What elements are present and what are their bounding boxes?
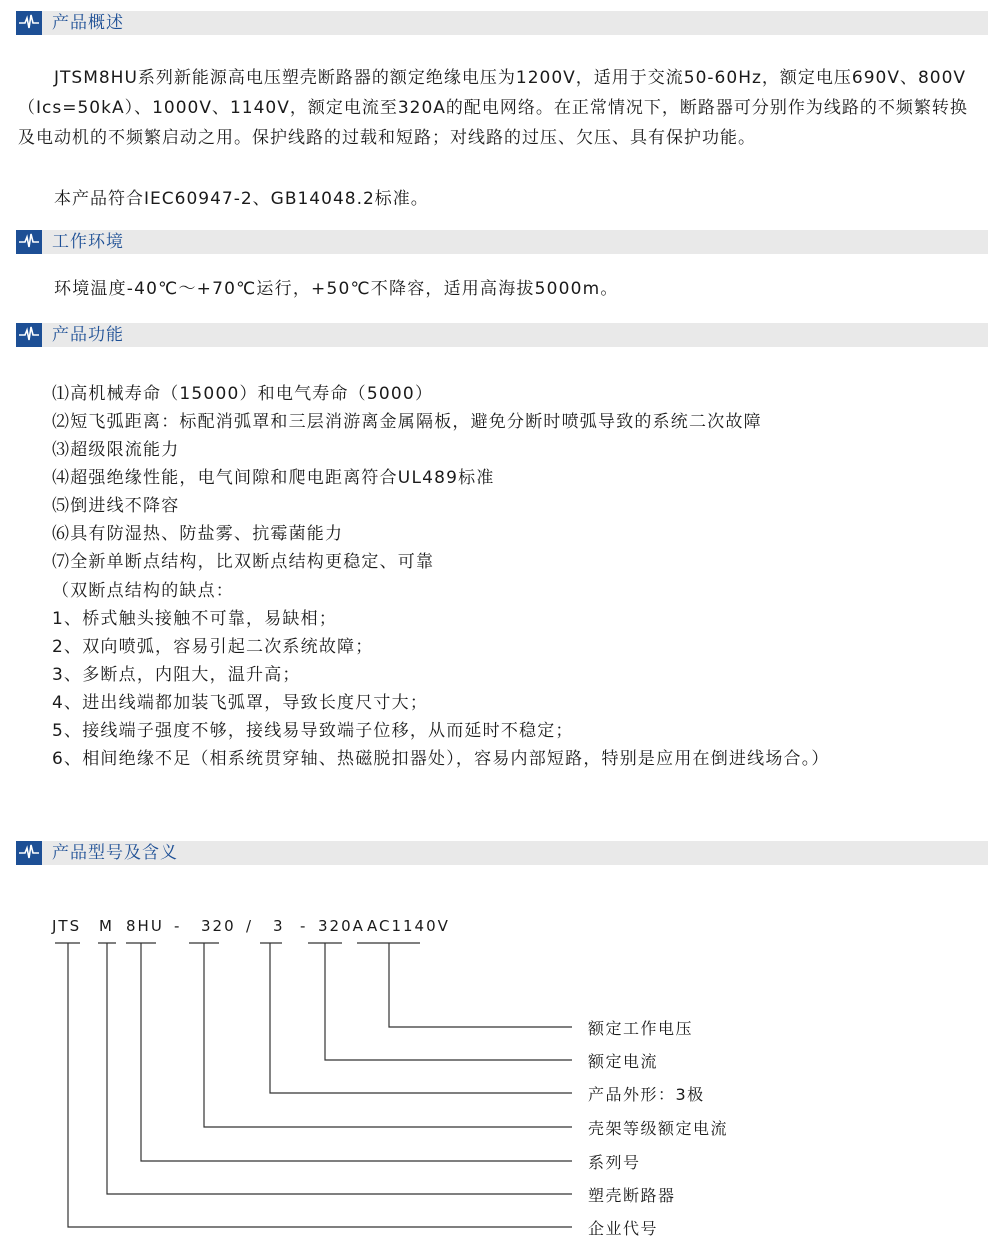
code-part-slash: / [246,917,254,935]
meaning-breaker-type: 塑壳断路器 [588,1186,676,1205]
code-part-company: JTS [52,917,82,935]
code-part-voltage: AC1140V [367,917,450,935]
drawback-item-3: 3、多断点，内阻大，温升高； [52,665,301,685]
function-item-7: ⑺全新单断点结构，比双断点结构更稳定、可靠 [52,552,435,572]
overview-paragraph: JTSM8HU系列新能源高电压塑壳断路器的额定绝缘电压为1200V，适用于交流50-60Hz，额定电压690V、800V（Ics=50kA）、1000V、1140V，额定电流至320A的配电网络。在正常情况下，断路器可分别作为线路的不频繁转换及电动机的不频繁启动之用。保护线路的过载和短路；对线路的过压、欠压、具有保护功能。 [18,68,968,148]
function-item-5: ⑸倒进线不降容 [52,496,180,516]
code-part-dash-2: - [300,917,308,935]
meaning-frame-current: 壳架等级额定电流 [588,1119,729,1138]
function-item-3: ⑶超级限流能力 [52,440,180,460]
code-part-series: 8HU [126,917,164,935]
section-title-model: 产品型号及含义 [52,843,178,863]
meaning-rated-voltage: 额定工作电压 [588,1019,694,1038]
drawback-item-5: 5、接线端子强度不够，接线易导致端子位移，从而延时不稳定； [52,721,574,741]
meaning-poles: 产品外形：3极 [588,1085,705,1104]
function-item-2: ⑵短飞弧距离：标配消弧罩和三层消游离金属隔板，避免分断时喷弧导致的系统二次故障 [52,412,762,432]
drawback-heading: （双断点结构的缺点： [52,581,234,601]
section-title-function: 产品功能 [52,325,124,345]
drawback-item-1: 1、桥式触头接触不可靠，易缺相； [52,609,338,629]
code-part-dash-1: - [174,917,182,935]
function-item-1: ⑴高机械寿命（15000）和电气寿命（5000） [52,384,434,404]
environment-text: 环境温度-40℃～+70℃运行，+50℃不降容，适用高海拔5000m。 [54,279,619,299]
meaning-series: 系列号 [588,1153,641,1172]
code-part-poles: 3 [273,917,285,935]
code-part-rated-current: 320A [318,917,365,935]
meaning-company-code: 企业代号 [588,1219,659,1238]
drawback-item-2: 2、双向喷弧，容易引起二次系统故障； [52,637,374,657]
drawback-item-6: 6、相间绝缘不足（相系统贯穿轴、热磁脱扣器处），容易内部短路，特别是应用在倒进线场合。） [52,749,830,769]
code-part-frame-current: 320 [201,917,236,935]
section-title-overview: 产品概述 [52,13,124,33]
drawback-item-4: 4、进出线端都加装飞弧罩，导致长度尺寸大； [52,693,429,713]
standards-paragraph: 本产品符合IEC60947-2、GB14048.2标准。 [54,189,429,209]
code-part-type: M [99,917,114,935]
section-title-environment: 工作环境 [52,232,124,252]
function-item-4: ⑷超强绝缘性能，电气间隙和爬电距离符合UL489标准 [52,468,495,488]
meaning-rated-current: 额定电流 [588,1052,659,1071]
function-item-6: ⑹具有防湿热、防盐雾、抗霉菌能力 [52,524,344,544]
